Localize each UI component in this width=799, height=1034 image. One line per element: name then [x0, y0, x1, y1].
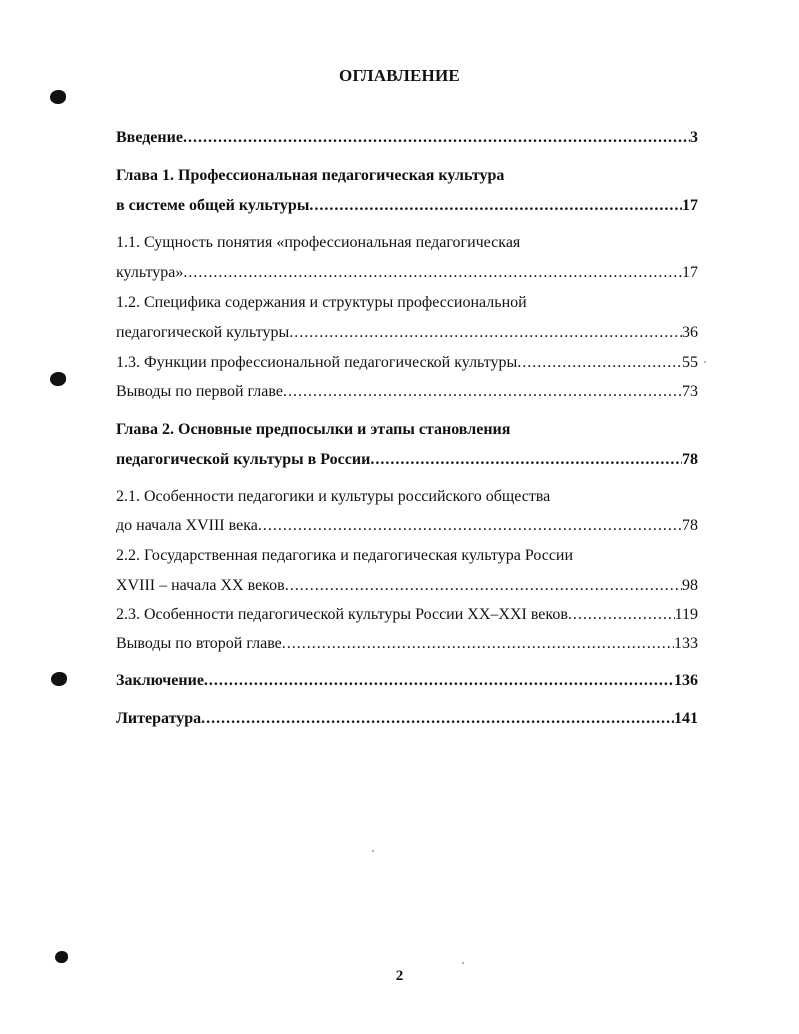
toc-entry-conclusions-2[interactable] — [116, 634, 698, 654]
toc-entry-text: 2.1. Особенности педагогики и культуры российского общества — [116, 488, 551, 505]
toc-entry-text: 1.3. Функции профессиональной педагогической культуры — [116, 354, 518, 371]
toc-entry-section-2-2-line-1[interactable] — [116, 546, 698, 566]
toc-entry-intro[interactable] — [116, 128, 698, 148]
dot-leader — [370, 450, 682, 470]
dot-leader — [258, 516, 682, 536]
punch-hole-mark — [51, 672, 67, 686]
page-title: ОГЛАВЛЕНИЕ — [339, 66, 460, 85]
dot-leader — [201, 709, 674, 729]
toc-entry-section-2-1-line-2[interactable] — [116, 516, 698, 536]
toc-entry-section-1-1-line-2[interactable] — [116, 263, 698, 283]
toc-page-number: 136 — [674, 672, 698, 689]
toc-entry-conclusion[interactable] — [116, 671, 698, 691]
toc-entry-section-2-2-line-2[interactable] — [116, 576, 698, 596]
toc-page-number: 73 — [682, 383, 698, 400]
toc-page-number: 133 — [674, 635, 698, 652]
scan-speck — [704, 361, 706, 363]
toc-entry-chapter-1-line-1[interactable] — [116, 166, 698, 186]
toc-page-number: 98 — [682, 577, 698, 594]
toc-entry-literature[interactable] — [116, 709, 698, 729]
punch-hole-mark — [50, 90, 66, 104]
toc-entry-section-1-3[interactable] — [116, 353, 698, 373]
toc-entry-chapter-1-line-2[interactable] — [116, 196, 698, 216]
page-number: 2 — [395, 968, 404, 984]
toc-entry-text: 1.1. Сущность понятия «профессиональная педагогическая — [116, 234, 521, 251]
toc-page-number: 17 — [682, 197, 698, 214]
dot-leader — [282, 634, 674, 654]
toc-entry-conclusions-1[interactable] — [116, 382, 698, 402]
dot-leader — [204, 671, 674, 691]
toc-entry-section-1-2-line-2[interactable] — [116, 323, 698, 343]
toc-entry-text: Введение — [116, 129, 183, 146]
toc-entry-text: Глава 1. Профессиональная педагогическая культура — [116, 167, 505, 184]
toc-entry-text: XVIII – начала XX веков — [116, 577, 285, 594]
toc-entry-text: Заключение — [116, 672, 204, 689]
toc-page-number: 78 — [682, 451, 698, 468]
toc-entry-text: Выводы по второй главе — [116, 635, 282, 652]
scan-speck — [372, 850, 374, 852]
toc-entry-text: в системе общей культуры — [116, 197, 310, 214]
dot-leader — [283, 382, 682, 402]
punch-hole-mark — [55, 951, 68, 963]
toc-page-number: 78 — [682, 517, 698, 534]
dot-leader — [309, 196, 682, 216]
toc-page-number: 141 — [674, 710, 698, 727]
dot-leader — [517, 353, 682, 373]
dot-leader — [183, 263, 682, 283]
toc-entry-section-1-2-line-1[interactable] — [116, 293, 698, 313]
punch-hole-mark — [50, 372, 66, 386]
toc-page-number: 36 — [682, 324, 698, 341]
toc-page-number: 55 — [682, 354, 698, 371]
toc-entry-text: культура» — [116, 264, 184, 281]
toc-entry-chapter-2-line-2[interactable] — [116, 450, 698, 470]
dot-leader — [285, 576, 682, 596]
toc-page-number: 3 — [690, 129, 698, 146]
toc-entry-text: 2.3. Особенности педагогической культуры России XX–XXI веков — [116, 606, 568, 623]
toc-entry-text: 2.2. Государственная педагогика и педагогическая культура России — [116, 547, 574, 564]
scan-speck — [462, 962, 464, 964]
dot-leader — [183, 128, 690, 148]
toc-page-number: 17 — [682, 264, 698, 281]
toc-entry-section-1-1-line-1[interactable] — [116, 233, 698, 253]
toc-entry-chapter-2-line-1[interactable] — [116, 420, 698, 440]
toc-entry-section-2-3[interactable] — [116, 605, 698, 625]
toc-page-number: 119 — [674, 606, 698, 623]
dot-leader — [289, 323, 682, 343]
toc-entry-text: 1.2. Специфика содержания и структуры профессиональной — [116, 294, 527, 311]
toc-entry-text: педагогической культуры — [116, 324, 290, 341]
toc-entry-text: Литература — [116, 710, 202, 727]
toc-entry-section-2-1-line-1[interactable] — [116, 487, 698, 507]
toc-entry-text: Выводы по первой главе — [116, 383, 283, 400]
toc-entry-text: Глава 2. Основные предпосылки и этапы становления — [116, 421, 511, 438]
toc-entry-text: до начала XVIII века — [116, 517, 258, 534]
toc-entry-text: педагогической культуры в России — [116, 451, 371, 468]
dot-leader — [568, 605, 675, 625]
